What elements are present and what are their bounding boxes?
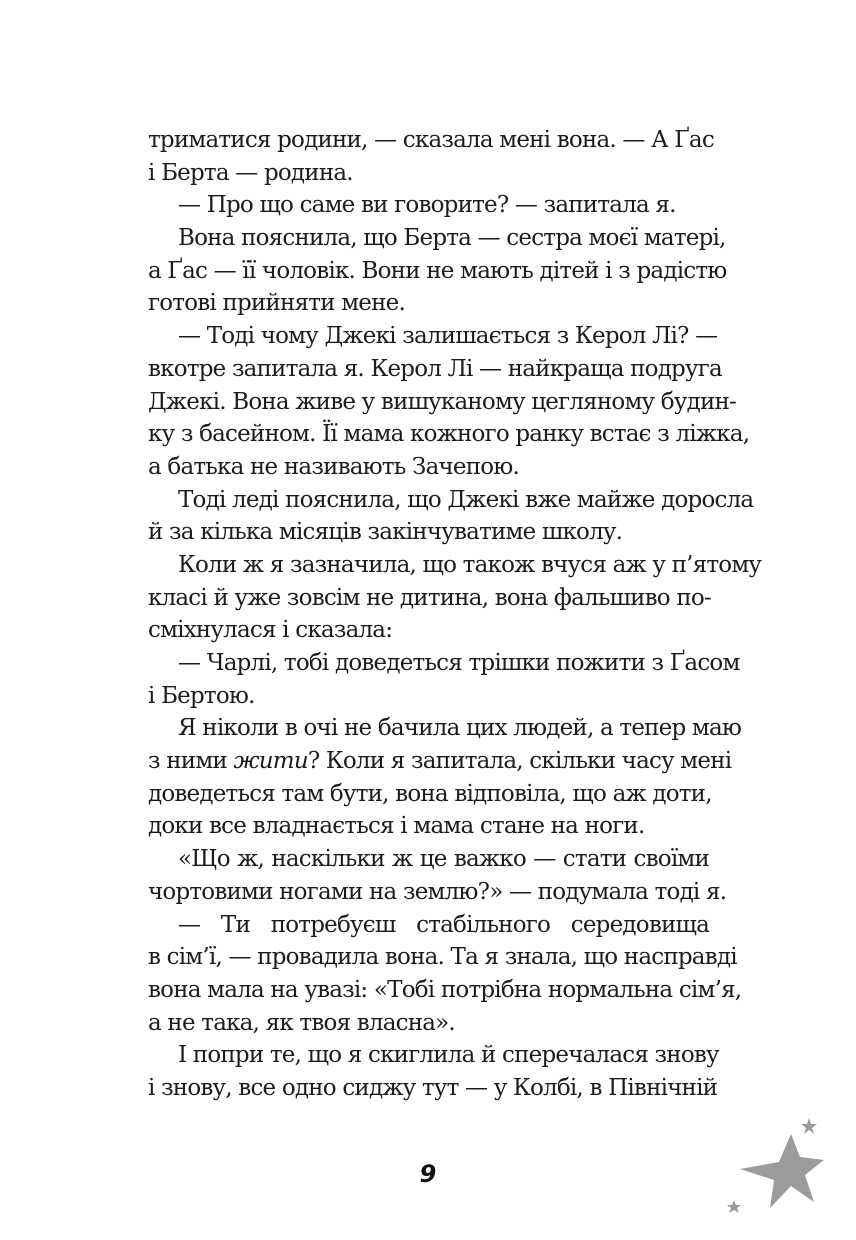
text-line: й за кілька місяців закінчуватиме школу. [148,519,623,546]
text-line: і Берта — родина. [148,159,353,186]
text-line: — Ти потребуєш стабільного середовища [178,911,709,938]
text-line: триматися родини, — сказала мені вона. — А Ґас [148,127,714,153]
text-line: — Чарлі, тобі доведеться трішки пожити з Ґасом [178,650,740,676]
tiny-star-icon [727,1200,741,1213]
text-line: — Тоді чому Джекі залишається з Керол Лі? — [178,323,718,350]
text-line: І попри те, що я скиглила й сперечалася знову [178,1042,719,1069]
text-line: доведеться там бути, вона відповіла, що аж доти, [148,780,712,807]
text-line: а Ґас — її чоловік. Вони не мають дітей і з радістю [148,257,727,284]
text-line: Джекі. Вона живе у вишуканому цегляному будин- [148,388,736,415]
text-line: і знову, все одно сиджу тут — у Колбі, в Північній [148,1074,718,1101]
text-line: Тоді леді пояснила, що Джекі вже майже доросла [178,486,754,513]
text-line: в сім’ї, — провадила вона. Та я знала, що насправді [148,944,737,971]
text-line: Коли ж я зазначила, що також вчуся аж у п’ятому [178,551,762,578]
stars-icon [716,1110,836,1220]
text-line: — Про що саме ви говорите? — запитала я. [178,192,676,219]
text-line: а батька не називають Зачепою. [148,453,520,480]
text-line: «Що ж, наскільки ж це важко — стати своїми [178,846,709,873]
text-line: а не така, як твоя власна». [148,1009,455,1036]
body-text [148,124,762,1105]
page-number: 9 [419,1160,437,1188]
text-segment: ? Коли я запитала, скільки часу мені [307,748,732,775]
italic-word: жити [233,748,308,775]
small-star-icon [801,1118,817,1134]
text-line: і Бертою. [148,682,255,709]
text-line [148,745,732,778]
large-star-icon [740,1134,824,1208]
text-line: Вона пояснила, що Берта — сестра моєї матері, [178,225,726,252]
text-line: готові прийняти мене. [148,290,405,317]
text-line: вкотре запитала я. Керол Лі — найкраща подруга [148,355,722,382]
text-line: Я ніколи в очі не бачила цих людей, а тепер маю [178,715,742,742]
text-line: класі й уже зовсім не дитина, вона фальшиво по- [148,584,711,611]
text-line: ку з басейном. Її мама кожного ранку встає з ліжка, [148,421,750,448]
text-segment: з ними [148,748,234,775]
text-line: чортовими ногами на землю?» — подумала тоді я. [148,878,727,905]
text-line: доки все владнається і мама стане на ноги. [148,813,645,840]
text-line: вона мала на увазі: «Тобі потрібна нормальна сім’я, [148,976,742,1003]
text-line: сміхнулася і сказала: [148,617,393,644]
